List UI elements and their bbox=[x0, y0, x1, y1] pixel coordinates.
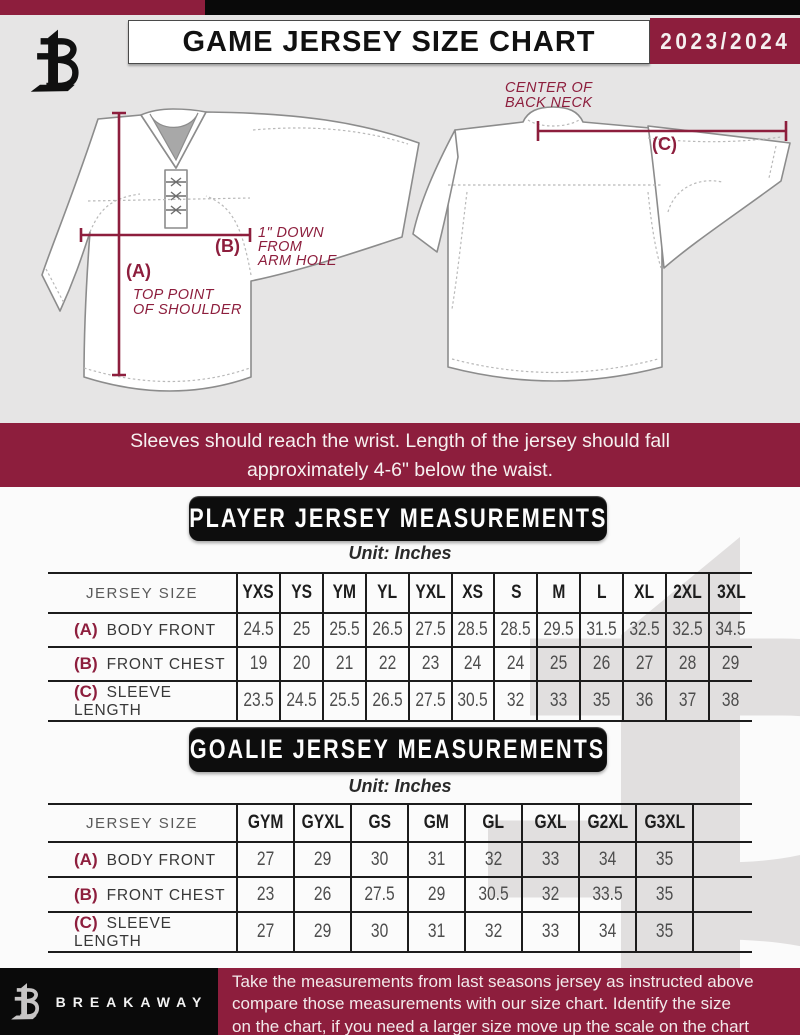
measurement-cell: 33 bbox=[522, 842, 579, 877]
measurement-cell: 32 bbox=[465, 842, 522, 877]
measurement-cell: 32.5 bbox=[623, 613, 666, 647]
measurement-cell: 29 bbox=[408, 877, 465, 912]
measurement-cell: 27.5 bbox=[409, 613, 452, 647]
measurement-cell: 32.5 bbox=[666, 613, 709, 647]
season-badge bbox=[650, 18, 800, 64]
measurement-cell: 24.5 bbox=[280, 681, 323, 721]
goalie-unit-label: Unit: Inches bbox=[348, 776, 452, 796]
table-header-row bbox=[48, 573, 752, 613]
measurement-cell: 23 bbox=[237, 877, 294, 912]
measurement-cell: 30 bbox=[351, 842, 408, 877]
row-label: (B) FRONT CHEST bbox=[74, 654, 226, 673]
label-a: (A) bbox=[126, 261, 151, 281]
header-size-GM: GM bbox=[408, 804, 465, 842]
measurement-cell: 24.5 bbox=[237, 613, 280, 647]
table-header-row bbox=[48, 804, 752, 842]
label-b-note-1: 1" DOWN bbox=[258, 225, 324, 241]
measurement-cell: 23 bbox=[409, 647, 452, 681]
measurement-cell bbox=[693, 912, 752, 952]
measurement-cell: 33 bbox=[522, 912, 579, 952]
measurement-cell: 19 bbox=[237, 647, 280, 681]
header-size-YXL: YXL bbox=[409, 573, 452, 613]
page-title-text: GAME JERSEY SIZE CHART bbox=[182, 25, 596, 58]
notice-banner bbox=[0, 423, 800, 487]
measurement-cell: 21 bbox=[323, 647, 366, 681]
breakaway-b-logo-footer-icon bbox=[10, 981, 44, 1022]
label-b-note-2: FROM bbox=[258, 239, 303, 255]
header-size-GYXL: GYXL bbox=[294, 804, 351, 842]
table-row bbox=[48, 877, 752, 912]
header-size-GXL: GXL bbox=[522, 804, 579, 842]
measurement-cell: 27.5 bbox=[351, 877, 408, 912]
measurement-cell: 31.5 bbox=[580, 613, 623, 647]
header-size-S: S bbox=[494, 573, 537, 613]
measurement-cell: 27.5 bbox=[409, 681, 452, 721]
footer-brand bbox=[0, 968, 218, 1035]
measurement-cell: 26.5 bbox=[366, 681, 409, 721]
measurement-cell: 22 bbox=[366, 647, 409, 681]
measurement-cell: 25.5 bbox=[323, 681, 366, 721]
label-a-note-1: TOP POINT bbox=[133, 287, 214, 303]
measurement-cell bbox=[693, 877, 752, 912]
header-size-empty bbox=[693, 804, 752, 842]
measurement-cell: 34 bbox=[579, 842, 636, 877]
header-size-XS: XS bbox=[452, 573, 495, 613]
label-c-note-2: BACK NECK bbox=[505, 95, 593, 111]
measurement-cell: 30 bbox=[351, 912, 408, 952]
measurement-cell: 26 bbox=[580, 647, 623, 681]
player-section-title bbox=[189, 496, 607, 541]
notice-line-1: Sleeves should reach the wrist. Length of the jersey should fall bbox=[130, 430, 670, 452]
footer-brand-text: BREAKAWAY bbox=[55, 993, 209, 1010]
measurement-cell: 25 bbox=[280, 613, 323, 647]
measurement-cell: 35 bbox=[636, 877, 693, 912]
measurement-cell: 30.5 bbox=[465, 877, 522, 912]
measurement-cell: 24 bbox=[494, 647, 537, 681]
measurement-cell: 37 bbox=[666, 681, 709, 721]
header-size-L: L bbox=[580, 573, 623, 613]
row-label: (C) SLEEVE LENGTH bbox=[74, 913, 172, 950]
notice-line-2: approximately 4-6" below the waist. bbox=[246, 459, 554, 481]
measurement-cell: 29 bbox=[294, 842, 351, 877]
header-size-GS: GS bbox=[351, 804, 408, 842]
front-jersey-drawing bbox=[42, 109, 419, 391]
page-title bbox=[128, 20, 650, 64]
measurement-cell: 35 bbox=[636, 842, 693, 877]
breakaway-b-logo-icon bbox=[29, 26, 87, 96]
header-jersey-size: JERSEY SIZE bbox=[85, 814, 199, 832]
measurement-cell: 27 bbox=[237, 842, 294, 877]
measurement-cell: 28 bbox=[666, 647, 709, 681]
measurement-cell: 26 bbox=[294, 877, 351, 912]
row-label: (C) SLEEVE LENGTH bbox=[74, 682, 172, 719]
row-label: (A) BODY FRONT bbox=[74, 849, 216, 869]
measurement-cell: 28.5 bbox=[494, 613, 537, 647]
measurement-cell: 38 bbox=[709, 681, 752, 721]
measurement-cell: 33.5 bbox=[579, 877, 636, 912]
measurement-cell: 36 bbox=[623, 681, 666, 721]
measurement-cell: 26.5 bbox=[366, 613, 409, 647]
measurement-cell: 28.5 bbox=[452, 613, 495, 647]
measurement-cell: 27 bbox=[623, 647, 666, 681]
header-jersey-size: JERSEY SIZE bbox=[85, 584, 199, 602]
measurement-cell: 25.5 bbox=[323, 613, 366, 647]
goalie-section-title bbox=[189, 727, 607, 772]
measurement-cell: 32 bbox=[494, 681, 537, 721]
goalie-section-title-text: GOALIE JERSEY MEASUREMENTS bbox=[190, 734, 606, 764]
footer-note bbox=[218, 968, 800, 1035]
measurement-cell: 29 bbox=[294, 912, 351, 952]
measurement-cell: 33 bbox=[537, 681, 580, 721]
top-maroon-bar bbox=[0, 0, 205, 15]
header-size-GYM: GYM bbox=[237, 804, 294, 842]
measurement-cell: 31 bbox=[408, 912, 465, 952]
table-row bbox=[48, 613, 752, 647]
goalie-measurements-table bbox=[48, 803, 752, 953]
header-size-G2XL: G2XL bbox=[579, 804, 636, 842]
jersey-measurement-diagram bbox=[0, 80, 800, 425]
label-b-note-3: ARM HOLE bbox=[258, 253, 337, 269]
measurement-cell: 24 bbox=[452, 647, 495, 681]
measurement-cell: 29 bbox=[709, 647, 752, 681]
player-unit-label: Unit: Inches bbox=[348, 543, 452, 563]
label-c: (C) bbox=[652, 134, 677, 154]
header-size-2XL: 2XL bbox=[666, 573, 709, 613]
header-size-G3XL: G3XL bbox=[636, 804, 693, 842]
measurement-cell: 20 bbox=[280, 647, 323, 681]
header-size-XL: XL bbox=[623, 573, 666, 613]
header-size-YM: YM bbox=[323, 573, 366, 613]
back-jersey-drawing bbox=[413, 80, 790, 381]
measurement-cell: 32 bbox=[522, 877, 579, 912]
header-size-GL: GL bbox=[465, 804, 522, 842]
measurement-cell: 29.5 bbox=[537, 613, 580, 647]
footer bbox=[0, 968, 800, 1035]
label-c-note-1: CENTER OF bbox=[505, 80, 593, 96]
footer-note-line-2: compare those measurements with our size chart. Identify the size bbox=[232, 994, 731, 1014]
measurement-cell: 31 bbox=[408, 842, 465, 877]
table-row bbox=[48, 842, 752, 877]
measurement-cell bbox=[693, 842, 752, 877]
measurement-cell: 34.5 bbox=[709, 613, 752, 647]
label-b: (B) bbox=[215, 236, 240, 256]
measurement-cell: 25 bbox=[537, 647, 580, 681]
footer-note-line-1: Take the measurements from last seasons jersey as instructed above bbox=[232, 972, 754, 991]
measurement-cell: 27 bbox=[237, 912, 294, 952]
table-row bbox=[48, 647, 752, 681]
row-label: (A) BODY FRONT bbox=[74, 620, 216, 639]
header-size-YXS: YXS bbox=[237, 573, 280, 613]
measurement-cell: 35 bbox=[636, 912, 693, 952]
season-badge-text: 2023/2024 bbox=[659, 27, 791, 54]
measurement-cell: 23.5 bbox=[237, 681, 280, 721]
measurement-cell: 35 bbox=[580, 681, 623, 721]
player-measurements-table bbox=[48, 572, 752, 722]
table-row bbox=[48, 681, 752, 721]
header-size-3XL: 3XL bbox=[709, 573, 752, 613]
header-size-YL: YL bbox=[366, 573, 409, 613]
header-size-M: M bbox=[537, 573, 580, 613]
measurement-cell: 34 bbox=[579, 912, 636, 952]
measurement-cell: 30.5 bbox=[452, 681, 495, 721]
header-size-YS: YS bbox=[280, 573, 323, 613]
measurement-cell: 32 bbox=[465, 912, 522, 952]
footer-note-line-3: on the chart, if you need a larger size move up the scale on the chart bbox=[232, 1016, 749, 1035]
player-section-title-text: PLAYER JERSEY MEASUREMENTS bbox=[188, 503, 608, 533]
table-row bbox=[48, 912, 752, 952]
row-label: (B) FRONT CHEST bbox=[74, 884, 226, 904]
label-a-note-2: OF SHOULDER bbox=[133, 302, 242, 318]
